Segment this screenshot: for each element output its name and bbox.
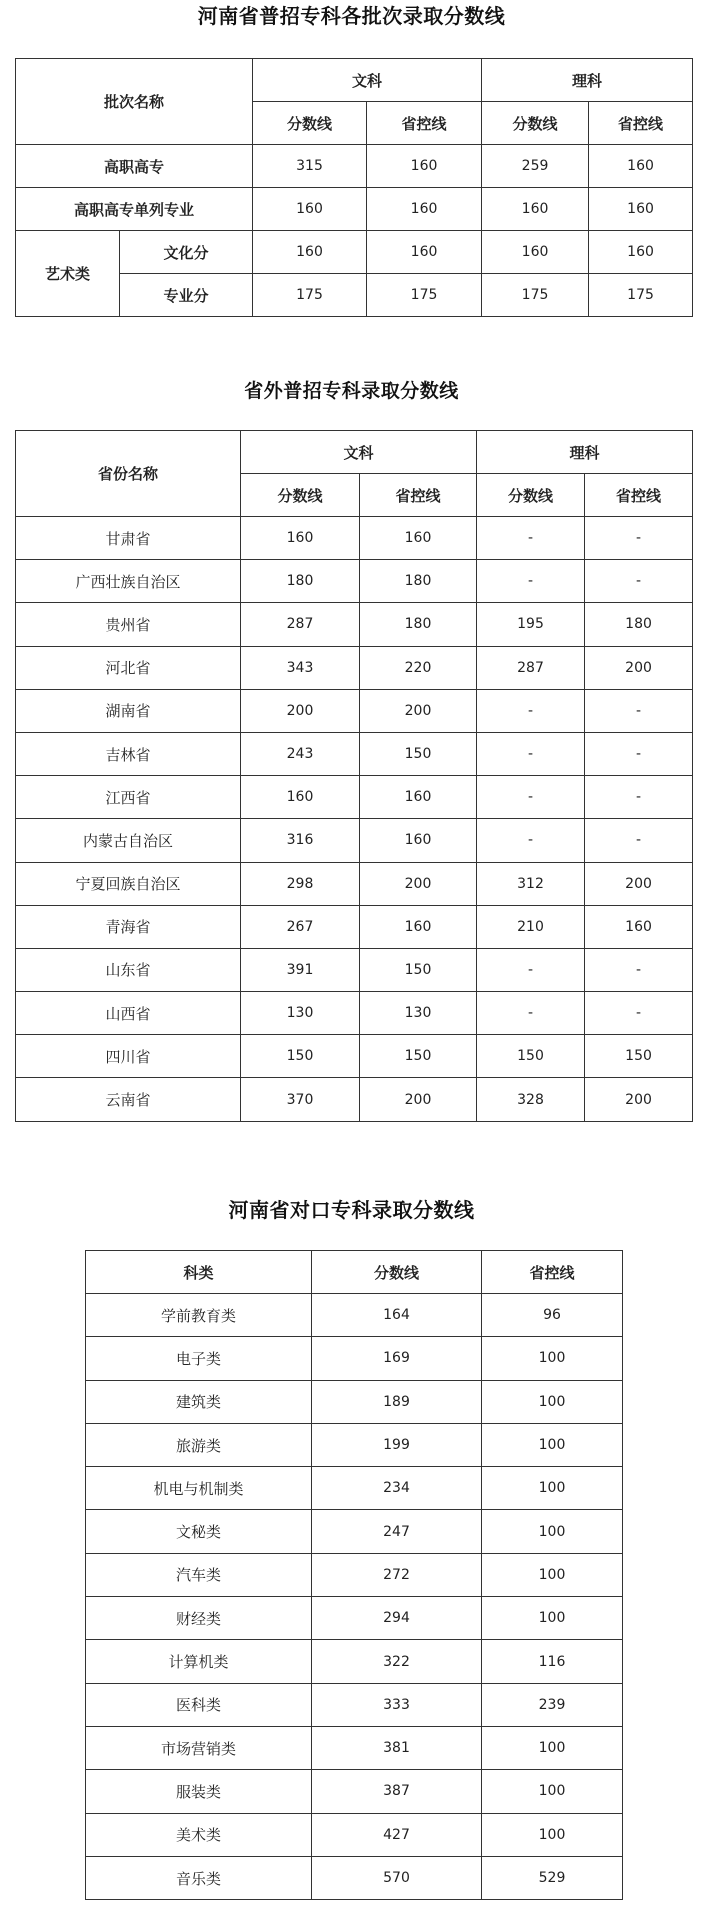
value-cell: 189 bbox=[312, 1380, 482, 1423]
value-cell: 287 bbox=[477, 646, 585, 689]
like-header: 理科 bbox=[482, 59, 693, 102]
value-cell: 169 bbox=[312, 1337, 482, 1380]
value-cell: - bbox=[477, 992, 585, 1035]
category-name: 旅游类 bbox=[86, 1423, 312, 1466]
value-cell: - bbox=[585, 948, 693, 991]
table2-title: 省外普招专科录取分数线 bbox=[244, 380, 459, 402]
value-cell: 180 bbox=[585, 603, 693, 646]
value-cell: 160 bbox=[253, 231, 367, 274]
value-cell: - bbox=[477, 689, 585, 732]
score-line-header: 分数线 bbox=[312, 1251, 482, 1294]
value-cell: 160 bbox=[360, 905, 477, 948]
value-cell: 160 bbox=[360, 776, 477, 819]
table-row bbox=[16, 732, 693, 775]
value-cell: 160 bbox=[589, 188, 693, 231]
value-cell: 200 bbox=[360, 689, 477, 732]
value-cell: 298 bbox=[241, 862, 360, 905]
table-row bbox=[16, 776, 693, 819]
value-cell: 160 bbox=[367, 145, 482, 188]
art-group-label: 艺术类 bbox=[16, 231, 120, 317]
value-cell: 570 bbox=[312, 1856, 482, 1899]
value-cell: 96 bbox=[482, 1294, 623, 1337]
table3-title: 河南省对口专科录取分数线 bbox=[228, 1198, 475, 1222]
province-name: 山西省 bbox=[16, 992, 241, 1035]
value-cell: 316 bbox=[241, 819, 360, 862]
value-cell: 387 bbox=[312, 1770, 482, 1813]
value-cell: 150 bbox=[360, 948, 477, 991]
value-cell: 239 bbox=[482, 1683, 623, 1726]
value-cell: 343 bbox=[241, 646, 360, 689]
table-row bbox=[16, 819, 693, 862]
wenke-header: 文科 bbox=[241, 431, 477, 474]
wenke-control-line-header: 省控线 bbox=[360, 474, 477, 517]
value-cell: 200 bbox=[585, 646, 693, 689]
value-cell: 150 bbox=[477, 1035, 585, 1078]
value-cell: 370 bbox=[241, 1078, 360, 1121]
table-row bbox=[86, 1423, 623, 1466]
value-cell: 175 bbox=[253, 274, 367, 317]
table-row bbox=[16, 560, 693, 603]
table-row bbox=[16, 862, 693, 905]
table-row bbox=[86, 1337, 623, 1380]
table1-title: 河南省普招专科各批次录取分数线 bbox=[197, 4, 506, 28]
value-cell: 160 bbox=[482, 231, 589, 274]
value-cell: 100 bbox=[482, 1597, 623, 1640]
value-cell: 180 bbox=[360, 560, 477, 603]
value-cell: 150 bbox=[360, 732, 477, 775]
value-cell: - bbox=[585, 819, 693, 862]
province-name: 湖南省 bbox=[16, 689, 241, 732]
table-row bbox=[86, 1510, 623, 1553]
value-cell: 200 bbox=[585, 862, 693, 905]
value-cell: 100 bbox=[482, 1813, 623, 1856]
value-cell: 100 bbox=[482, 1423, 623, 1466]
value-cell: 130 bbox=[241, 992, 360, 1035]
value-cell: 294 bbox=[312, 1597, 482, 1640]
value-cell: 160 bbox=[241, 517, 360, 560]
table-row bbox=[16, 905, 693, 948]
table-row bbox=[16, 231, 693, 274]
value-cell: 195 bbox=[477, 603, 585, 646]
value-cell: 100 bbox=[482, 1726, 623, 1769]
wenke-score-line-header: 分数线 bbox=[253, 102, 367, 145]
wenke-score-line-header: 分数线 bbox=[241, 474, 360, 517]
value-cell: 160 bbox=[253, 188, 367, 231]
like-score-line-header: 分数线 bbox=[482, 102, 589, 145]
value-cell: 100 bbox=[482, 1467, 623, 1510]
category-name: 财经类 bbox=[86, 1597, 312, 1640]
table-row bbox=[86, 1553, 623, 1596]
value-cell: 427 bbox=[312, 1813, 482, 1856]
value-cell: 315 bbox=[253, 145, 367, 188]
province-name: 吉林省 bbox=[16, 732, 241, 775]
value-cell: 160 bbox=[589, 145, 693, 188]
category-name: 市场营销类 bbox=[86, 1726, 312, 1769]
table-row bbox=[86, 1813, 623, 1856]
category-name: 美术类 bbox=[86, 1813, 312, 1856]
value-cell: 272 bbox=[312, 1553, 482, 1596]
value-cell: - bbox=[585, 517, 693, 560]
province-name: 江西省 bbox=[16, 776, 241, 819]
value-cell: - bbox=[477, 517, 585, 560]
value-cell: 381 bbox=[312, 1726, 482, 1769]
value-cell: 259 bbox=[482, 145, 589, 188]
table1 bbox=[15, 58, 693, 317]
category-name: 机电与机制类 bbox=[86, 1467, 312, 1510]
value-cell: 150 bbox=[360, 1035, 477, 1078]
category-name: 学前教育类 bbox=[86, 1294, 312, 1337]
wenke-control-line-header: 省控线 bbox=[367, 102, 482, 145]
table-row bbox=[86, 1683, 623, 1726]
like-header: 理科 bbox=[477, 431, 693, 474]
province-name: 山东省 bbox=[16, 948, 241, 991]
value-cell: 100 bbox=[482, 1337, 623, 1380]
value-cell: 160 bbox=[482, 188, 589, 231]
value-cell: 287 bbox=[241, 603, 360, 646]
value-cell: 160 bbox=[585, 905, 693, 948]
like-control-line-header: 省控线 bbox=[589, 102, 693, 145]
like-control-line-header: 省控线 bbox=[585, 474, 693, 517]
batch-name-header: 批次名称 bbox=[16, 59, 253, 145]
province-name: 甘肃省 bbox=[16, 517, 241, 560]
table-row bbox=[16, 992, 693, 1035]
value-cell: 100 bbox=[482, 1553, 623, 1596]
value-cell: 100 bbox=[482, 1510, 623, 1553]
value-cell: 529 bbox=[482, 1856, 623, 1899]
value-cell: 175 bbox=[589, 274, 693, 317]
value-cell: 160 bbox=[360, 819, 477, 862]
table-row bbox=[16, 188, 693, 231]
table-row bbox=[16, 689, 693, 732]
row-name: 专业分 bbox=[120, 274, 253, 317]
category-name: 医科类 bbox=[86, 1683, 312, 1726]
table-row bbox=[86, 1856, 623, 1899]
value-cell: - bbox=[477, 776, 585, 819]
value-cell: 100 bbox=[482, 1770, 623, 1813]
value-cell: 220 bbox=[360, 646, 477, 689]
control-line-header: 省控线 bbox=[482, 1251, 623, 1294]
row-name: 高职高专单列专业 bbox=[16, 188, 253, 231]
category-name: 音乐类 bbox=[86, 1856, 312, 1899]
value-cell: 130 bbox=[360, 992, 477, 1035]
category-header: 科类 bbox=[86, 1251, 312, 1294]
province-name: 云南省 bbox=[16, 1078, 241, 1121]
table-row bbox=[86, 1640, 623, 1683]
table-row bbox=[16, 1035, 693, 1078]
value-cell: 243 bbox=[241, 732, 360, 775]
value-cell: 210 bbox=[477, 905, 585, 948]
value-cell: - bbox=[585, 560, 693, 603]
value-cell: 180 bbox=[360, 603, 477, 646]
table3 bbox=[85, 1250, 623, 1900]
row-name: 文化分 bbox=[120, 231, 253, 274]
value-cell: 100 bbox=[482, 1380, 623, 1423]
province-name-header: 省份名称 bbox=[16, 431, 241, 517]
value-cell: 200 bbox=[360, 1078, 477, 1121]
value-cell: - bbox=[585, 776, 693, 819]
value-cell: 200 bbox=[585, 1078, 693, 1121]
wenke-header: 文科 bbox=[253, 59, 482, 102]
province-name: 四川省 bbox=[16, 1035, 241, 1078]
value-cell: 200 bbox=[360, 862, 477, 905]
value-cell: 160 bbox=[360, 517, 477, 560]
value-cell: 328 bbox=[477, 1078, 585, 1121]
value-cell: 175 bbox=[482, 274, 589, 317]
value-cell: 234 bbox=[312, 1467, 482, 1510]
value-cell: - bbox=[585, 732, 693, 775]
table-row bbox=[86, 1597, 623, 1640]
province-name: 河北省 bbox=[16, 646, 241, 689]
value-cell: - bbox=[477, 948, 585, 991]
category-name: 电子类 bbox=[86, 1337, 312, 1380]
value-cell: 180 bbox=[241, 560, 360, 603]
table-row bbox=[16, 517, 693, 560]
value-cell: - bbox=[585, 992, 693, 1035]
like-score-line-header: 分数线 bbox=[477, 474, 585, 517]
value-cell: 200 bbox=[241, 689, 360, 732]
value-cell: - bbox=[477, 732, 585, 775]
value-cell: - bbox=[477, 560, 585, 603]
value-cell: 322 bbox=[312, 1640, 482, 1683]
value-cell: 267 bbox=[241, 905, 360, 948]
value-cell: 150 bbox=[241, 1035, 360, 1078]
row-name: 高职高专 bbox=[16, 145, 253, 188]
province-name: 内蒙古自治区 bbox=[16, 819, 241, 862]
category-name: 计算机类 bbox=[86, 1640, 312, 1683]
value-cell: - bbox=[477, 819, 585, 862]
value-cell: 247 bbox=[312, 1510, 482, 1553]
value-cell: 116 bbox=[482, 1640, 623, 1683]
value-cell: 333 bbox=[312, 1683, 482, 1726]
value-cell: 160 bbox=[589, 231, 693, 274]
table-row bbox=[86, 1770, 623, 1813]
table-row bbox=[16, 603, 693, 646]
table2 bbox=[15, 430, 693, 1122]
category-name: 汽车类 bbox=[86, 1553, 312, 1596]
table-row bbox=[16, 1078, 693, 1121]
value-cell: 160 bbox=[241, 776, 360, 819]
table-row bbox=[86, 1726, 623, 1769]
table-row bbox=[16, 646, 693, 689]
province-name: 广西壮族自治区 bbox=[16, 560, 241, 603]
table-row bbox=[16, 145, 693, 188]
value-cell: 199 bbox=[312, 1423, 482, 1466]
value-cell: 160 bbox=[367, 188, 482, 231]
table-row bbox=[86, 1294, 623, 1337]
category-name: 服装类 bbox=[86, 1770, 312, 1813]
table-row bbox=[16, 948, 693, 991]
value-cell: - bbox=[585, 689, 693, 732]
province-name: 宁夏回族自治区 bbox=[16, 862, 241, 905]
value-cell: 391 bbox=[241, 948, 360, 991]
value-cell: 312 bbox=[477, 862, 585, 905]
value-cell: 160 bbox=[367, 231, 482, 274]
province-name: 贵州省 bbox=[16, 603, 241, 646]
table-row bbox=[86, 1380, 623, 1423]
value-cell: 175 bbox=[367, 274, 482, 317]
value-cell: 150 bbox=[585, 1035, 693, 1078]
category-name: 文秘类 bbox=[86, 1510, 312, 1553]
province-name: 青海省 bbox=[16, 905, 241, 948]
category-name: 建筑类 bbox=[86, 1380, 312, 1423]
table-row bbox=[86, 1467, 623, 1510]
value-cell: 164 bbox=[312, 1294, 482, 1337]
